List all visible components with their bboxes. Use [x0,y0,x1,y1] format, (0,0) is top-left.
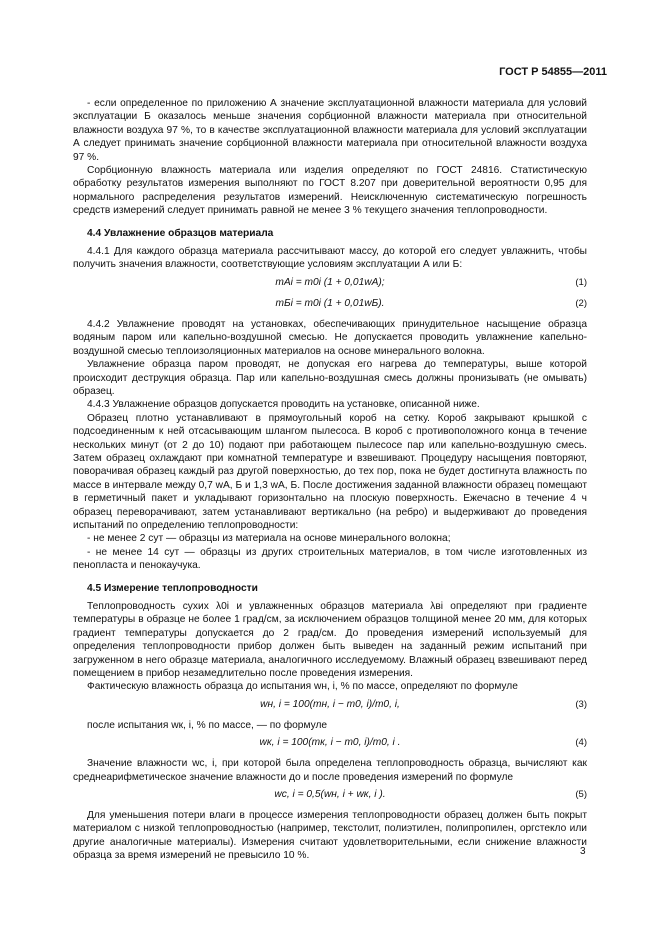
page-number: 3 [580,846,586,857]
formula-text: wн, i = 100(mн, i − m0, i)/m0, i, [260,698,400,710]
formula-4 [73,736,587,753]
formula-3 [73,698,587,715]
section-heading: 4.5 Измерение теплопроводности [87,582,258,594]
paragraph: Теплопроводность сухих λ0i и увлажненных образцов материала λвi определяют при градиенте температуры в образце не более 1 град/см, за исключением образцов толщиной менее 20 мм, для которых градиент температуры допускается до 2 град/см. До проведения измерений используемый для определения теплопроводности прибор должен быть выведен на заданный режим испытаний при загруженном в него образце материала, аналогичного исследуемому. Влажный образец взвешивают перед помещением в прибор незамедлительно после проведения измерения. [73,601,587,680]
paragraph: Для уменьшения потери влаги в процессе измерения теплопроводности образец должен быть покрыт материалом с низкой теплопроводностью (например, текстолит, полиэтилен, полипропилен, оргстекло или другие аналогичные материалы). Измерения считают удовлетворительными, если снижение влажности образца за время измерений не превысило 10 %. [73,810,587,862]
formula-number: (3) [575,698,587,710]
document-header: ГОСТ Р 54855—2011 [499,66,607,78]
formula-text: wс, i = 0,5(wн, i + wк, i ). [274,789,386,801]
paragraph: Значение влажности wс, i, при которой была определена теплопроводность образца, вычисляют как среднеарифметическое значение влажности до и после проведения измерений по формуле [73,758,587,783]
paragraph: 4.4.1 Для каждого образца материала рассчитывают массу, до которой его следует увлажнить, чтобы получить значения влажности, соответствующие условиям эксплуатации А или Б: [73,246,587,271]
list-item: - не менее 2 сут — образцы из материала на основе минерального волокна; [87,533,451,545]
formula-2 [73,297,587,314]
section-heading: 4.4 Увлажнение образцов материала [87,227,274,239]
formula-number: (1) [575,276,587,288]
paragraph: - если определенное по приложению А значение эксплуатационной влажности материала для условий эксплуатации Б оказалось меньше значения сорбционной влажности материала при относительной влажности воздуха 97 %, то в качестве эксплуатационной влажности материала для условий эксплуатации А следует принимать значение сорбционной влажности материала при относительной влажности воздуха 97 %. [73,98,587,163]
paragraph: 4.4.3 Увлажнение образцов допускается проводить на установке, описанной ниже. [87,399,480,411]
formula-text: wк, i = 100(mк, i − m0, i)/m0, i . [259,737,401,749]
list-item: - не менее 14 сут — образцы из других строительных материалов, в том числе изготовленных из пенопласта и пенокаучука. [73,546,587,572]
page-body [73,97,587,863]
formula-text: mБi = m0i (1 + 0,01wБ). [275,297,385,309]
formula-number: (2) [575,297,587,309]
paragraph: Увлажнение образца паром проводят, не допуская его нагрева до температуры, выше которой происходит деструкция образца. Пар или капельно-воздушная смесь должны пронизывать (не омывать) образец. [73,359,587,397]
paragraph: Образец плотно устанавливают в прямоугольный короб на сетку. Короб закрывают крышкой с подсоединенным к ней отсасывающим шлангом пылесоса. В короб с противоположного конца в течение нескольких минут (от 2 до 10) подают при работающем пылесосе пар или капельно-воздушную смесь. Затем образец охлаждают при комнатной температуре и взвешивают. Процедуру насыщения повторяют, поворачивая образец каждый раз другой поверхностью, до тех пор, пока не будет достигнута влажность по массе в интервале между 0,7 wА, Б и 1,3 wА, Б. После достижения заданной влажности образец помещают в герметичный пакет и укладывают горизонтально на плоскую поверхность. Ежечасно в течение 4 ч образец переворачивают, затем устанавливают вертикально (на ребро) и выдерживают до проведения испытаний по определению теплопроводности: [73,412,587,531]
formula-number: (4) [575,737,587,749]
paragraph: 4.4.2 Увлажнение проводят на установках, обеспечивающих принудительное насыщение образца водяным паром или капельно-воздушной смесью. Не допускается проводить увлажнение капельно-воздушной смесью теплоизоляционных материалов на основе минерального волокна. [73,318,587,357]
formula-number: (5) [575,789,587,801]
paragraph: Фактическую влажность образца до испытания wн, i, % по массе, определяют по формуле [87,681,518,693]
paragraph: Сорбционную влажность материала или изделия определяют по ГОСТ 24816. Статистическую обработку результатов измерения выполняют по ГОСТ 8.207 при доверительной вероятности 0,95 для нормального распределения результатов измерений. Неисключенную систематическую погрешность средств измерений следует принимать равной не менее 3 % текущего значения теплопроводности. [73,165,587,217]
formula-text: mAi = m0i (1 + 0,01wA); [275,276,385,288]
formula-5 [73,788,587,805]
paragraph: после испытания wк, i, % по массе, — по формуле [87,719,328,731]
formula-1 [73,276,587,293]
